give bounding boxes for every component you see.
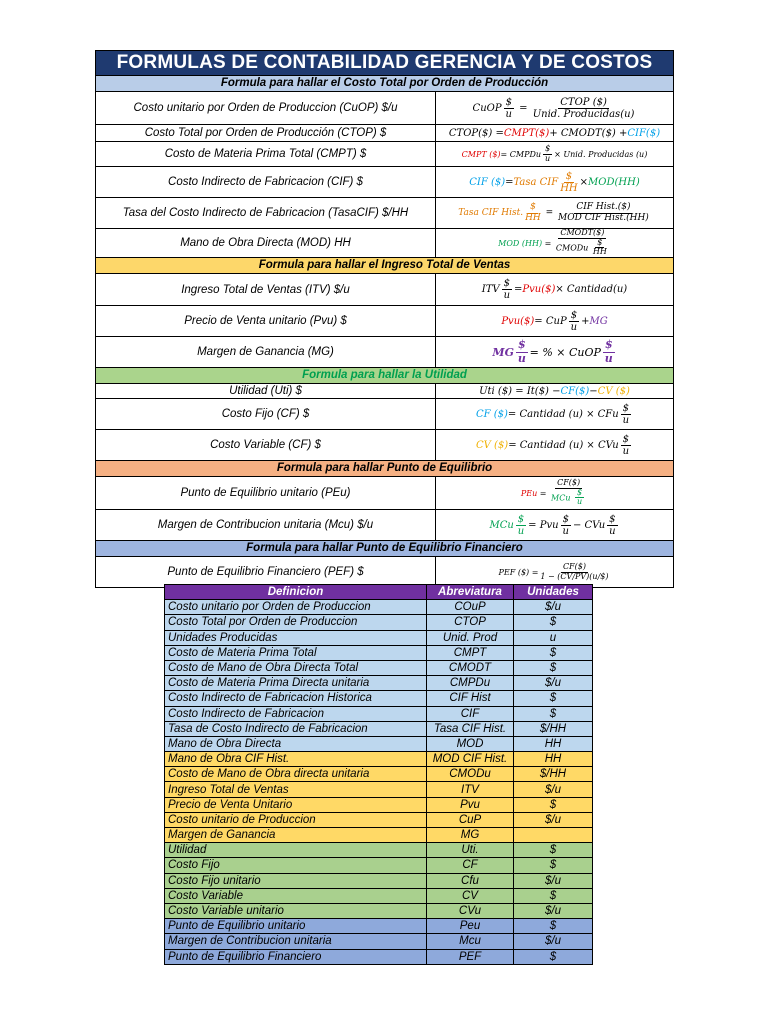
formula-label: Precio de Venta unitario (Pvu) $ [96,306,436,336]
abbreviation-cell: Pvu [427,797,514,812]
section-costo-total: Formula para hallar el Costo Total por Orden de Producción [96,75,673,91]
definition-cell: Costo Indirecto de Fabricacion Historica [165,691,427,706]
formula-ctop: CTOP($) = CMPT($) + CMODT($) + CIF($) [448,127,661,139]
definitions-table [164,584,593,965]
definition-cell: Margen de Contribucion unitaria [165,934,427,949]
formula-mod: MOD (HH) = CMODT($) CMODu $ HH [498,229,607,257]
table-row [165,828,593,843]
definition-cell: Punto de Equilibrio unitario [165,919,427,934]
formula-row-peu [96,476,673,509]
table-row [165,858,593,873]
formula-row-pvu [96,305,673,336]
sheet-title: FORMULAS DE CONTABILIDAD GERENCIA Y DE COSTOS [96,51,673,75]
units-cell: HH [514,736,593,751]
abbreviation-cell: CF [427,858,514,873]
definition-cell: Costo unitario por Orden de Produccion [165,600,427,615]
units-cell: $/u [514,676,593,691]
formula-sheet [95,50,674,588]
formula-cuop: CuOP $ u = CTOP ($) Unid. Producidas(u) [472,96,635,120]
formula-label: Costo Indirecto de Fabricacion (CIF) $ [96,167,436,197]
formula-row-itv [96,273,673,305]
units-cell: $ [514,691,593,706]
abbreviation-cell: Tasa CIF Hist. [427,721,514,736]
table-row [165,600,593,615]
units-cell: $/HH [514,721,593,736]
table-row [165,615,593,630]
formula-row-cf [96,398,673,429]
abbreviation-cell: Uti. [427,843,514,858]
formula-label: Costo Fijo (CF) $ [96,399,436,429]
table-row [165,812,593,827]
definition-cell: Margen de Ganancia [165,828,427,843]
formula-peu: PEu = CF($) MCu $ u [520,477,583,507]
table-row [165,660,593,675]
definition-cell: Utilidad [165,843,427,858]
abbreviation-cell: Peu [427,919,514,934]
table-row [165,691,593,706]
definition-cell: Costo Fijo [165,858,427,873]
abbreviation-cell: Mcu [427,934,514,949]
header-abreviatura: Abreviatura [427,585,514,600]
formula-label: Costo Variable (CF) $ [96,430,436,460]
formula-row-mod [96,228,673,257]
definition-cell: Punto de Equilibrio Financiero [165,949,427,964]
abbreviation-cell: CVu [427,903,514,918]
table-row [165,706,593,721]
formula-row-cuop [96,91,673,124]
units-cell: $ [514,797,593,812]
formula-mg: MG $ u = % × CuOP $ u [492,338,613,365]
units-cell: $ [514,615,593,630]
formula-cv: CV ($) = Cantidad (u) × CVu $ u [475,433,630,457]
definition-cell: Costo de Mano de Obra Directa Total [165,660,427,675]
definition-cell: Costo Fijo unitario [165,873,427,888]
abbreviation-cell: CMODT [427,660,514,675]
table-row [165,903,593,918]
definitions-header [165,585,593,600]
section-punto-equilibrio: Formula para hallar Punto de Equilibrio [96,460,673,476]
units-cell: $ [514,919,593,934]
table-row [165,736,593,751]
definition-cell: Costo Variable [165,888,427,903]
section-ingreso-total: Formula para hallar el Ingreso Total de Ventas [96,257,673,273]
formula-label: Ingreso Total de Ventas (ITV) $/u [96,274,436,305]
formula-row-pef [96,556,673,587]
formula-tasacif: Tasa CIF Hist. $ HH = CIF Hist.($) MOD CIF Hist.(HH) [458,201,649,223]
table-row [165,873,593,888]
formula-row-mg [96,336,673,367]
units-cell: $ [514,888,593,903]
units-cell: $/u [514,812,593,827]
formula-itv: ITV $ u = Pvu($) × Cantidad(u) [481,278,628,301]
abbreviation-cell: COuP [427,600,514,615]
definition-cell: Ingreso Total de Ventas [165,782,427,797]
definition-cell: Costo de Mano de Obra directa unitaria [165,767,427,782]
definition-cell: Costo Indirecto de Fabricacion [165,706,427,721]
definition-cell: Precio de Venta Unitario [165,797,427,812]
formula-label: Utilidad (Uti) $ [96,384,436,398]
definition-cell: Mano de Obra Directa [165,736,427,751]
abbreviation-cell: CIF Hist [427,691,514,706]
abbreviation-cell: Unid. Prod [427,630,514,645]
units-cell: $/HH [514,767,593,782]
formula-cmpt: CMPT ($) = CMPDu $ u × Unid. Producidas (u) [461,143,648,163]
formula-label: Punto de Equilibrio Financiero (PEF) $ [96,557,436,587]
abbreviation-cell: CMPDu [427,676,514,691]
table-row [165,888,593,903]
formula-mcu: MCu $ u = Pvu $ u − CVu $ u [489,513,616,537]
formula-label: Costo unitario por Orden de Produccion (CuOP) $/u [96,92,436,124]
units-cell [514,828,593,843]
abbreviation-cell: Cfu [427,873,514,888]
definition-cell: Mano de Obra CIF Hist. [165,752,427,767]
section-punto-equilibrio-financiero: Formula para hallar Punto de Equilibrio Financiero [96,540,673,556]
formula-row-uti [96,383,673,398]
table-row [165,934,593,949]
section-utilidad: Formula para hallar la Utilidad [96,367,673,383]
formula-pvu: Pvu($) = CuP $ u + MG [501,309,608,333]
formula-label: Punto de Equilibrio unitario (PEu) [96,477,436,509]
units-cell: $/u [514,934,593,949]
abbreviation-cell: MOD CIF Hist. [427,752,514,767]
definition-cell: Costo Variable unitario [165,903,427,918]
units-cell: $ [514,706,593,721]
formula-label: Costo de Materia Prima Total (CMPT) $ [96,142,436,166]
table-row [165,752,593,767]
definition-cell: Costo de Materia Prima Total [165,645,427,660]
abbreviation-cell: CV [427,888,514,903]
abbreviation-cell: CTOP [427,615,514,630]
table-row [165,782,593,797]
definition-cell: Costo Total por Orden de Produccion [165,615,427,630]
abbreviation-cell: MOD [427,736,514,751]
units-cell: $/u [514,873,593,888]
definition-cell: Costo unitario de Produccion [165,812,427,827]
table-row [165,949,593,964]
formula-label: Margen de Contribucion unitaria (Mcu) $/u [96,510,436,540]
units-cell: $/u [514,782,593,797]
formula-row-tasacif [96,197,673,228]
header-unidades: Unidades [514,585,593,600]
table-row [165,919,593,934]
abbreviation-cell: CIF [427,706,514,721]
abbreviation-cell: CMPT [427,645,514,660]
units-cell: $ [514,645,593,660]
table-row [165,721,593,736]
definition-cell: Unidades Producidas [165,630,427,645]
formula-row-cif [96,166,673,197]
units-cell: $/u [514,600,593,615]
formula-row-cv [96,429,673,460]
table-row [165,767,593,782]
abbreviation-cell: CMODu [427,767,514,782]
formula-pef: PEF ($) = $\frac{CF(\$)}{1 - (CV/PV)(u/\$)}$ [498,561,609,581]
formula-label: Tasa del Costo Indirecto de Fabricacion (TasaCIF) $/HH [96,198,436,228]
units-cell: $/u [514,903,593,918]
units-cell: $ [514,660,593,675]
table-row [165,797,593,812]
formula-cif: CIF ($) = Tasa CIF $ HH × MOD(HH) [469,170,640,194]
table-row [165,676,593,691]
formula-row-cmpt [96,141,673,166]
definition-cell: Tasa de Costo Indirecto de Fabricacion [165,721,427,736]
definition-cell: Costo de Materia Prima Directa unitaria [165,676,427,691]
formula-label: Mano de Obra Directa (MOD) HH [96,229,436,257]
table-row [165,645,593,660]
units-cell: $ [514,843,593,858]
abbreviation-cell: ITV [427,782,514,797]
definitions-body [165,600,593,965]
formula-cf: CF ($) = Cantidad (u) × CFu $ u [475,402,630,426]
abbreviation-cell: CuP [427,812,514,827]
formula-uti: Uti ($) = It($) − CF($) − CV ($) [479,385,630,397]
table-row [165,843,593,858]
formula-label: Margen de Ganancia (MG) [96,337,436,367]
units-cell: HH [514,752,593,767]
units-cell: $ [514,949,593,964]
abbreviation-cell: PEF [427,949,514,964]
formula-row-mcu [96,509,673,540]
units-cell: u [514,630,593,645]
abbreviation-cell: MG [427,828,514,843]
header-definicion: Definicion [165,585,427,600]
formula-label: Costo Total por Orden de Producción (CTOP) $ [96,125,436,141]
units-cell: $ [514,858,593,873]
table-row [165,630,593,645]
formula-row-ctop [96,124,673,141]
